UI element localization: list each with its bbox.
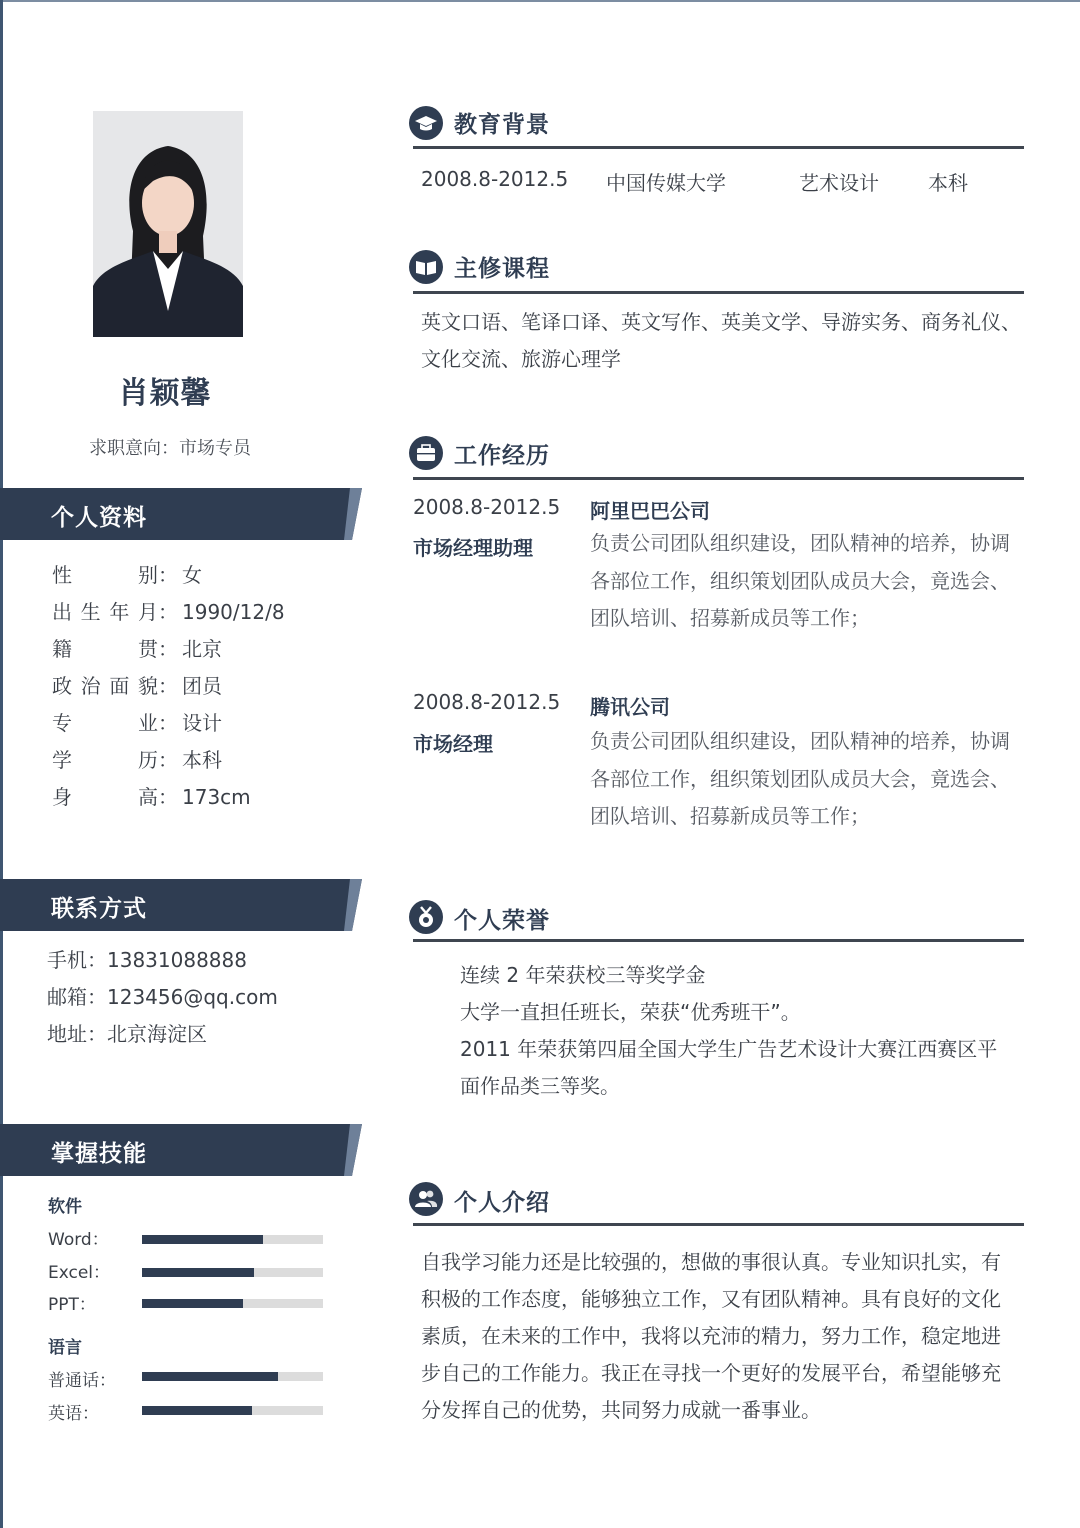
- intro-title: 个人介绍: [454, 1190, 550, 1216]
- contact-phone: 手机：13831088888: [47, 948, 247, 972]
- info-value: 北京: [182, 637, 222, 661]
- profile-photo: [93, 111, 243, 337]
- skills-software-heading: 软件: [48, 1197, 82, 1217]
- info-value: 本科: [182, 748, 222, 772]
- intro-line-5: 分发挥自己的优势，共同努力成就一番事业。: [421, 1398, 821, 1422]
- info-label: 学历: [52, 748, 158, 772]
- section-divider: [413, 291, 1024, 294]
- education-title: 教育背景: [454, 112, 550, 138]
- work-title: 工作经历: [454, 443, 550, 469]
- candidate-name: 肖颖馨: [118, 376, 212, 411]
- info-row-birth: 出生年月： 1990/12/8: [52, 597, 285, 627]
- job-1-desc-line: 负责公司团队组织建设，团队精神的培养，协调: [590, 531, 1010, 555]
- page-top-border: [0, 0, 1080, 2]
- job-intent: 求职意向：市场专员: [89, 438, 251, 459]
- info-label: 政治面貌: [52, 674, 158, 698]
- job-1-desc-line: 团队培训、招募新成员等工作；: [590, 606, 870, 630]
- section-divider: [413, 146, 1024, 149]
- info-label: 出生年月: [52, 600, 158, 624]
- intro-line-4: 步自己的工作能力。我正在寻找一个更好的发展平台，希望能够充: [421, 1361, 1001, 1385]
- info-row-height: 身高： 173cm: [52, 782, 251, 812]
- contact-header: [0, 879, 362, 931]
- job-1-period: 2008.8-2012.5: [413, 495, 561, 519]
- skill-ppt-label: PPT：: [48, 1295, 96, 1315]
- book-icon: [409, 250, 443, 284]
- section-divider: [413, 1223, 1024, 1226]
- skill-excel-label: Excel：: [48, 1263, 111, 1283]
- info-row-education: 学历： 本科: [52, 745, 222, 775]
- section-divider: [413, 939, 1024, 942]
- job-2-desc-line: 负责公司团队组织建设，团队精神的培养，协调: [590, 729, 1010, 753]
- skill-word-bar: [142, 1235, 323, 1244]
- intro-line-3: 素质，在未来的工作中，我将以充沛的精力，努力工作，稳定地进: [421, 1324, 1001, 1348]
- info-label: 性别: [52, 563, 158, 587]
- info-label: 籍贯: [52, 637, 158, 661]
- job-2-description: [590, 723, 1050, 836]
- info-label: 身高: [52, 785, 158, 809]
- skill-english-fill: [142, 1406, 252, 1415]
- job-1-description: [590, 525, 1050, 638]
- contact-email: 邮箱：123456@qq.com: [47, 985, 278, 1009]
- skill-mandarin-bar: [142, 1372, 323, 1381]
- skills-title: 掌握技能: [51, 1141, 147, 1167]
- courses-title: 主修课程: [454, 256, 550, 282]
- info-row-political: 政治面貌： 团员: [52, 671, 222, 701]
- education-degree: 本科: [928, 171, 968, 195]
- skill-ppt-fill: [142, 1299, 243, 1308]
- people-icon: [409, 1182, 443, 1216]
- skill-mandarin-fill: [142, 1372, 278, 1381]
- job-2-period: 2008.8-2012.5: [413, 690, 561, 714]
- contact-title: 联系方式: [51, 896, 147, 922]
- education-school: 中国传媒大学: [606, 171, 726, 195]
- job-1-role: 市场经理助理: [413, 536, 533, 560]
- info-row-major: 专业： 设计: [52, 708, 222, 738]
- skill-ppt-bar: [142, 1299, 323, 1308]
- intro-line-1: 自我学习能力还是比较强的，想做的事很认真。专业知识扎实，有: [421, 1250, 1001, 1274]
- job-1-desc-line: 各部位工作，组织策划团队成员大会，竟选会、: [590, 568, 1010, 593]
- honor-line-3: 2011 年荣获第四届全国大学生广告艺术设计大赛江西赛区平: [460, 1037, 998, 1061]
- info-row-gender: 性别： 女: [52, 560, 202, 590]
- honor-line-4: 面作品类三等奖。: [460, 1074, 620, 1098]
- job-1-company: 阿里巴巴公司: [590, 499, 710, 523]
- skills-header: [0, 1124, 362, 1176]
- skill-mandarin-label: 普通话：: [48, 1371, 116, 1391]
- intro-line-2: 积极的工作态度，能够独立工作，又有团队精神。具有良好的文化: [421, 1287, 1001, 1311]
- section-divider: [413, 477, 1024, 480]
- page-left-border: [0, 0, 3, 1528]
- skill-excel-fill: [142, 1268, 254, 1277]
- skill-word-fill: [142, 1235, 263, 1244]
- info-row-hometown: 籍贯： 北京: [52, 634, 222, 664]
- personal-info-header: [0, 488, 362, 540]
- honors-title: 个人荣誉: [454, 908, 550, 934]
- honor-line-2: 大学一直担任班长，荣获“优秀班干”。: [460, 1000, 801, 1024]
- honor-line-1: 连续 2 年荣获校三等奖学金: [460, 963, 706, 987]
- contact-address: 地址：北京海淀区: [47, 1022, 207, 1046]
- personal-info-title: 个人资料: [51, 505, 147, 531]
- info-label: 专业: [52, 711, 158, 735]
- graduation-cap-icon: [409, 106, 443, 140]
- skills-language-heading: 语言: [48, 1338, 82, 1358]
- job-2-desc-line: 各部位工作，组织策划团队成员大会，竟选会、: [590, 766, 1010, 791]
- job-2-company: 腾讯公司: [590, 695, 670, 719]
- info-value: 设计: [182, 711, 222, 735]
- skill-english-label: 英语：: [48, 1404, 99, 1424]
- info-value: 173cm: [182, 785, 251, 809]
- info-value: 1990/12/8: [182, 600, 285, 624]
- courses-line-1: 英文口语、笔译口译、英文写作、英美文学、导游实务、商务礼仪、: [421, 310, 1021, 334]
- job-2-desc-line: 团队培训、招募新成员等工作；: [590, 804, 870, 828]
- info-value: 女: [182, 563, 202, 587]
- education-period: 2008.8-2012.5: [421, 167, 569, 191]
- skill-english-bar: [142, 1406, 323, 1415]
- courses-line-2: 文化交流、旅游心理学: [421, 347, 621, 371]
- job-2-role: 市场经理: [413, 732, 493, 756]
- info-value: 团员: [182, 674, 222, 698]
- skill-word-label: Word：: [48, 1230, 109, 1250]
- skill-excel-bar: [142, 1268, 323, 1277]
- education-major: 艺术设计: [799, 171, 879, 195]
- briefcase-icon: [409, 436, 443, 470]
- medal-icon: [409, 900, 443, 934]
